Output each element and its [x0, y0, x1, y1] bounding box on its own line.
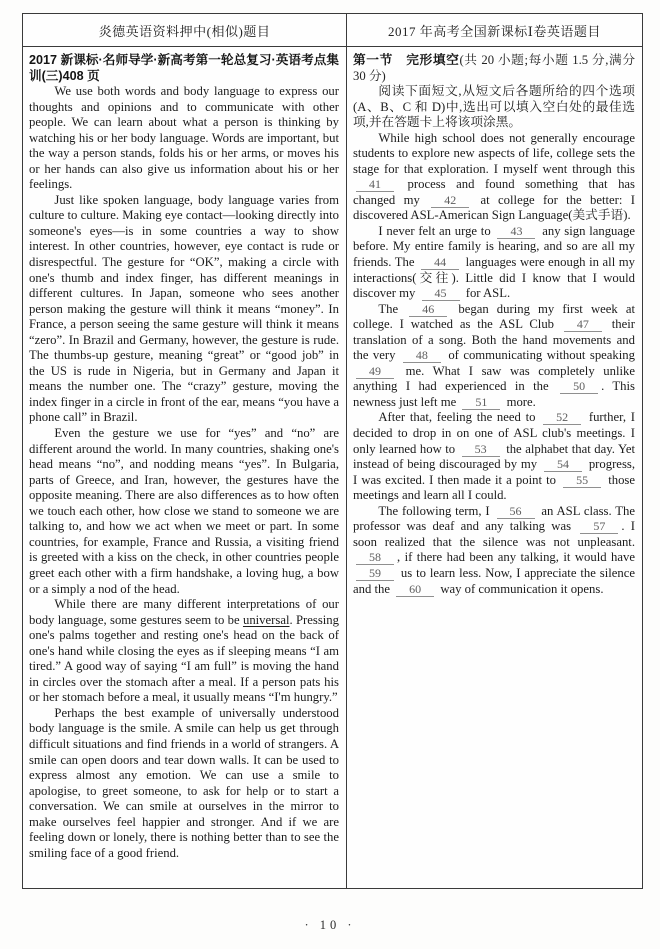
- paragraph: We use both words and body language to express our thoughts and opinions and to communicate with other people. We can learn about what a person is thinking by watching his or her body language. Words are important, but the way a person stands, folds his or her arms, or moves his or her hands can also give us information about his or her feelings.: [29, 84, 339, 192]
- cloze-blank-52: 52: [543, 411, 581, 425]
- section-heading: [353, 52, 635, 84]
- cloze-blank-56: 56: [497, 505, 535, 519]
- page-number: · 10 ·: [304, 918, 356, 932]
- paragraph: The following term, I 56 an ASL class. The professor was deaf and any talking was 57 . I soon realized that the silence was not unpleasant. 58 , if there had been any talking, it would have 59 us to learn less. Now, I appreciate the silence and the 60 way of communication it opens.: [353, 503, 635, 596]
- cloze-blank-44: 44: [421, 256, 459, 270]
- left-passage-body: [29, 84, 339, 861]
- header-cell-practice-material: 炎德英语资料押中(相似)题目: [23, 14, 347, 46]
- section-score-note: (共 20 小题;每小题 1.5 分,满分 30 分): [353, 53, 636, 83]
- comparison-table: [22, 13, 643, 889]
- cloze-blank-46: 46: [409, 303, 447, 317]
- cloze-blank-41: 41: [356, 178, 394, 192]
- cloze-blank-47: 47: [564, 318, 602, 332]
- cloze-blank-55: 55: [563, 474, 601, 488]
- cloze-blank-49: 49: [356, 365, 394, 379]
- cloze-blank-53: 53: [462, 443, 500, 457]
- cloze-blank-50: 50: [560, 380, 598, 394]
- cloze-blank-42: 42: [431, 194, 469, 208]
- cloze-blank-58: 58: [356, 551, 394, 565]
- cloze-blank-57: 57: [580, 520, 618, 534]
- paragraph: Perhaps the best example of universally understood body language is the smile. A smile can help us get through difficult situations and find friends in a world of strangers. A smile can open doors and tear down walls. It can be used to express almost any emotion. We can use a smile to apologise, to greet someone, to ask for help or to start a conversation. We can smile at ourselves in the mirror to make ourselves feel happier and stronger. And if we are feeling down or lonely, there is nothing better than to see the smiling face of a good friend.: [29, 705, 339, 860]
- paragraph: Just like spoken language, body language varies from culture to culture. Making eye contact—looking directly into someone's eyes—is in some countries a way to show interest. In other countries, however, eye contact is rude or disrespectful. The gesture for “OK”, making a circle with one's thumb and index finger, has different meanings in different cultures. In Japan, someone who sees another person making the gesture will think it means “money”. In France, a person seeing the same gesture will think it means “zero”. In Brazil and Germany, however, the gesture is rude. The thumbs-up gesture, meaning “great” or “good job” in the US is rude in Nigeria, but in Germany and Japan it means the number one. The “crazy” gesture, moving the index finger in a circle in front of the ear, means “you have a phone call” in Brazil.: [29, 192, 339, 425]
- underlined-word: universal: [242, 612, 290, 627]
- cloze-blank-59: 59: [356, 567, 394, 581]
- left-column-practice-passage: [23, 47, 347, 888]
- cloze-blank-43: 43: [497, 225, 535, 239]
- cloze-blank-51: 51: [462, 396, 500, 410]
- right-column-exam-cloze: [347, 47, 642, 888]
- table-body-row: [23, 47, 642, 888]
- section-title: 第一节 完形填空: [353, 53, 460, 67]
- cloze-blank-45: 45: [422, 287, 460, 301]
- left-source-heading: 2017 新课标·名师导学·新高考第一轮总复习·英语考点集训(三)408 页: [29, 53, 339, 83]
- paragraph: The 46 began during my first week at college. I watched as the ASL Club 47 their translation of a song. Both the hand movements and the very 48 of communicating without speaking 49 me. What I saw was completely unlike anything I had experienced in the 50 . This newness just left me 51 more.: [353, 301, 635, 409]
- header-cell-exam-paper: 2017 年高考全国新课标Ⅰ卷英语题目: [388, 23, 601, 39]
- right-passage-body: [353, 84, 635, 597]
- paragraph: I never felt an urge to 43 any sign language before. My entire family is hearing, and so are all my friends. The 44 languages were enough in all my interactions(交往). Little did I know that I would discover my 45 for ASL.: [353, 223, 636, 301]
- paragraph: After that, feeling the need to 52 further, I decided to drop in on one of ASL club's meetings. I only learned how to 53 the alphabet that day. Yet instead of being discouraged by my 54 progress, I was excited. I then made it a point to 55 those meetings and learn all I could.: [353, 410, 635, 503]
- cloze-blank-54: 54: [544, 458, 582, 472]
- paragraph: Even the gesture we use for “yes” and “no” are different around the world. In many countries, shaking one's head means “no”, and nodding means “yes”. In Bulgaria, parts of Greece, and Iran, however, the gestures have the opposite meaning. There are also differences as to how often we touch each other, how close we stand to someone we are talking to, and how we act when we meet or part. In some countries, for example, France and Russia, a visiting friend is greeted with a kiss on the check, in other countries people greet each other with a firm handshake, a loving hug, a bow or a simply a nod of the head.: [29, 426, 339, 596]
- paragraph: While high school does not generally encourage students to explore new aspects of life, college sets the stage for that exploration. I myself went through this 41 process and found something that has changed my 42 at college for the better: I discovered ASL-American Sign Language(美式手语).: [353, 130, 635, 223]
- paragraph: 阅读下面短文,从短文后各题所给的四个选项(A、B、C 和 D)中,选出可以填入空白处的最佳选项,并在答题卡上将该项涂黑。: [353, 84, 635, 130]
- cloze-blank-48: 48: [403, 349, 441, 363]
- table-header-row: [23, 14, 642, 47]
- cloze-blank-60: 60: [396, 583, 434, 597]
- paragraph: While there are many different interpretations of our body language, some gestures seem to be universal. Pressing one's palms together and resting one's head on the back of one's hand while closing the eyes as if sleeping means “I am tired.” A good way of saying “I am full” is moving the hand in circles over the stomach after a meal. If a person pats his or her stomach before a meal, it usually means “I'm hungry.”: [29, 597, 339, 705]
